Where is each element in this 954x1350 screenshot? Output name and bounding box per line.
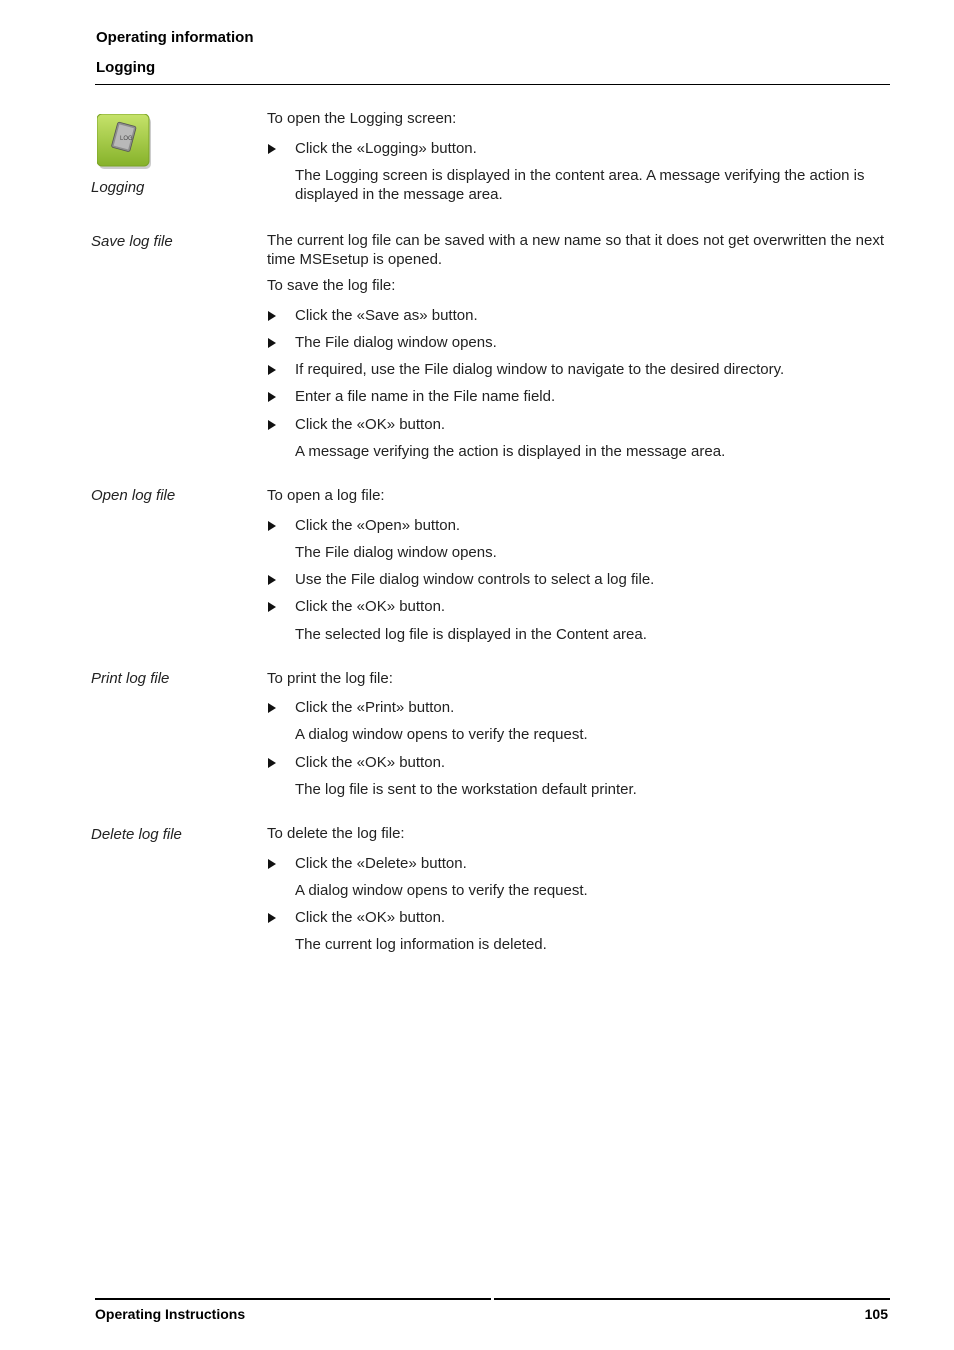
bullet-arrow-icon bbox=[268, 311, 276, 321]
side-heading-save: Save log file bbox=[91, 233, 173, 250]
logging-step-1: Click the «Logging» button. bbox=[295, 140, 477, 157]
bullet-arrow-icon bbox=[268, 859, 276, 869]
page-number: 105 bbox=[864, 1306, 888, 1322]
delete-step-2: Click the «OK» button. bbox=[295, 909, 446, 926]
bullet-arrow-icon bbox=[268, 420, 276, 430]
print-result-2: The log file is sent to the workstation default printer. bbox=[295, 781, 637, 798]
open-intro: To open a log file: bbox=[267, 487, 385, 504]
open-step-1: Click the «Open» button. bbox=[295, 517, 461, 534]
side-heading-delete: Delete log file bbox=[91, 826, 182, 843]
bullet-arrow-icon bbox=[268, 144, 276, 154]
icon-label: LOG bbox=[120, 136, 133, 142]
footer-title: Operating Instructions bbox=[95, 1306, 246, 1322]
delete-step-1: Click the «Delete» button. bbox=[295, 855, 467, 872]
header-rule bbox=[95, 84, 890, 85]
running-header-section: Operating information bbox=[96, 29, 254, 46]
print-step-2: Click the «OK» button. bbox=[295, 754, 446, 771]
open-result-1: The File dialog window opens. bbox=[295, 544, 497, 561]
bullet-arrow-icon bbox=[268, 365, 276, 375]
save-intro-2: To save the log file: bbox=[267, 277, 396, 294]
open-step-3: Click the «OK» button. bbox=[295, 598, 446, 615]
save-step-2: The File dialog window opens. bbox=[295, 334, 497, 351]
print-result-1: A dialog window opens to verify the request. bbox=[295, 726, 588, 743]
bullet-arrow-icon bbox=[268, 338, 276, 348]
delete-intro: To delete the log file: bbox=[267, 825, 405, 842]
save-step-4: Enter a file name in the File name field. bbox=[295, 388, 556, 405]
bullet-arrow-icon bbox=[268, 575, 276, 585]
bullet-arrow-icon bbox=[268, 392, 276, 402]
footer-rule-left bbox=[95, 1298, 491, 1300]
bullet-arrow-icon bbox=[268, 703, 276, 713]
footer-rule-right bbox=[494, 1298, 890, 1300]
side-heading-open: Open log file bbox=[91, 487, 176, 504]
open-step-2: Use the File dialog window controls to select a log file. bbox=[295, 571, 655, 588]
delete-result-2: The current log information is deleted. bbox=[295, 936, 547, 953]
logging-icon bbox=[97, 114, 152, 169]
open-result-3: The selected log file is displayed in the Content area. bbox=[295, 626, 647, 643]
save-step-3: If required, use the File dialog window to navigate to the desired directory. bbox=[295, 361, 785, 378]
running-header-subsection: Logging bbox=[96, 59, 156, 76]
print-intro: To print the log file: bbox=[267, 670, 393, 687]
side-heading-print: Print log file bbox=[91, 670, 170, 687]
save-step-5: Click the «OK» button. bbox=[295, 416, 446, 433]
bullet-arrow-icon bbox=[268, 521, 276, 531]
save-result-5: A message verifying the action is displayed in the message area. bbox=[295, 443, 726, 460]
delete-result-1: A dialog window opens to verify the request. bbox=[295, 882, 588, 899]
logging-result-1: The Logging screen is displayed in the content area. A message verifying the action is displayed in the message area. bbox=[295, 167, 865, 203]
save-step-1: Click the «Save as» button. bbox=[295, 307, 478, 324]
print-step-1: Click the «Print» button. bbox=[295, 699, 455, 716]
bullet-arrow-icon bbox=[268, 602, 276, 612]
bullet-arrow-icon bbox=[268, 758, 276, 768]
save-intro: The current log file can be saved with a new name so that it does not get overwritten the next time MSEsetup is opened. bbox=[267, 232, 885, 268]
bullet-arrow-icon bbox=[268, 913, 276, 923]
side-heading-logging: Logging bbox=[91, 179, 145, 196]
logging-intro: To open the Logging screen: bbox=[267, 110, 457, 127]
